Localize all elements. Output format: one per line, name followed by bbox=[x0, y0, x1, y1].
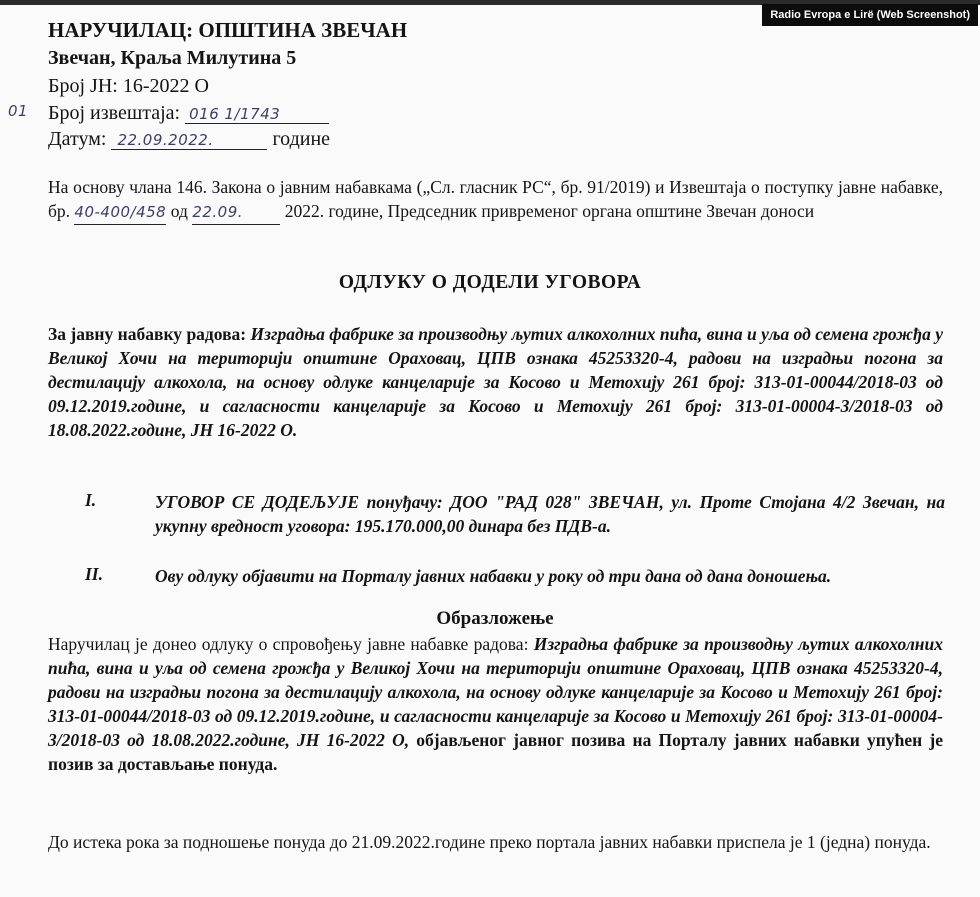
item-2-text: Ову одлуку објавити на Порталу јавних набавки у року од три дана од дана доношења. bbox=[155, 566, 832, 586]
report-number-handwritten: 016 1/1743 bbox=[185, 105, 329, 124]
final-paragraph: До истека рока за подношење понуда до 21.09.2022.године преко портала јавних набавки приспела је 1 (једна) понуда. bbox=[48, 832, 931, 852]
margin-handwriting: 01 bbox=[8, 102, 29, 120]
reasoning-paragraph: Наручилац је донео одлуку о спровођењу јавне набавке радова: Изградња фабрике за производњу љутих алкохолних пића, вина и уља од семена грожђа у Великој Хочи на територији општине Ораховац, ЦПВ ознака 45253320-4, радови на изградњи погона за дестилацију алкохола, на основу одлуке канцеларије за Косово и Метохију 261 број: 313-01-00044/2018-03 од 09.12.2019.године, и сагласности канцеларије за Косово и Метохију 261 број: 313-01-00004-3/2018-03 од 18.08.2022.године, ЈН 16-2022 О, објављеног јавног позива на Порталу јавних набавки упућен је позив за достављање понуда. bbox=[48, 634, 944, 774]
item-2-numeral: II. bbox=[85, 564, 103, 584]
intro-handwritten-date: 22.09. bbox=[192, 200, 280, 225]
item-1-numeral: I. bbox=[85, 490, 97, 510]
procurement-number: Број ЈН: 16-2022 О bbox=[48, 75, 209, 97]
contracting-authority: НАРУЧИЛАЦ: ОПШТИНА ЗВЕЧАН bbox=[48, 18, 408, 42]
report-number: Број извештаја: 016 1/1743 bbox=[48, 102, 329, 125]
date-handwritten: 22.09.2022. bbox=[111, 131, 267, 150]
reasoning-heading: Образложење bbox=[436, 608, 554, 629]
intro-paragraph: На основу члана 146. Закона о јавним набавкама („Сл. гласник РС“, бр. 91/2019) и Извештаја о поступку јавне набавке, бр. 40-400/458 од 22.09. 2022. године, Председник привременог органа општине Звечан доноси bbox=[48, 175, 943, 225]
item-1-text: УГОВОР СЕ ДОДЕЉУЈЕ понуђачу: ДОО "РАД 028" ЗВЕЧАН, ул. Проте Стојана 4/2 Звечан, на укупну вредност уговора: 195.170.000,00 динара без ПДВ-а. bbox=[155, 492, 945, 536]
subject-paragraph: За јавну набавку радова: Изградња фабрике за производњу љутих алкохолних пића, вина и уља од семена грожђа у Великој Хочи на територији општине Ораховац, ЦПВ ознака 45253320-4, радови на изградњи погона за дестилацију алкохола, на основу одлуке канцеларије за Косово и Метохију 261 број: 313-01-00044/2018-03 од 09.12.2019.године, и сагласности канцеларије за Косово и Метохију 261 број: 313-01-00004-3/2018-03 од 18.08.2022.године, ЈН 16-2022 О. bbox=[48, 324, 943, 440]
authority-address: Звечан, Краља Милутина 5 bbox=[48, 47, 297, 69]
date-line: Датум: 22.09.2022. године bbox=[48, 128, 331, 150]
watermark-credit: Radio Evropa e Lirë (Web Screenshot) bbox=[762, 4, 978, 26]
intro-handwritten-number: 40-400/458 bbox=[74, 200, 166, 225]
decision-title: ОДЛУКУ О ДОДЕЛИ УГОВОРА bbox=[338, 272, 642, 293]
